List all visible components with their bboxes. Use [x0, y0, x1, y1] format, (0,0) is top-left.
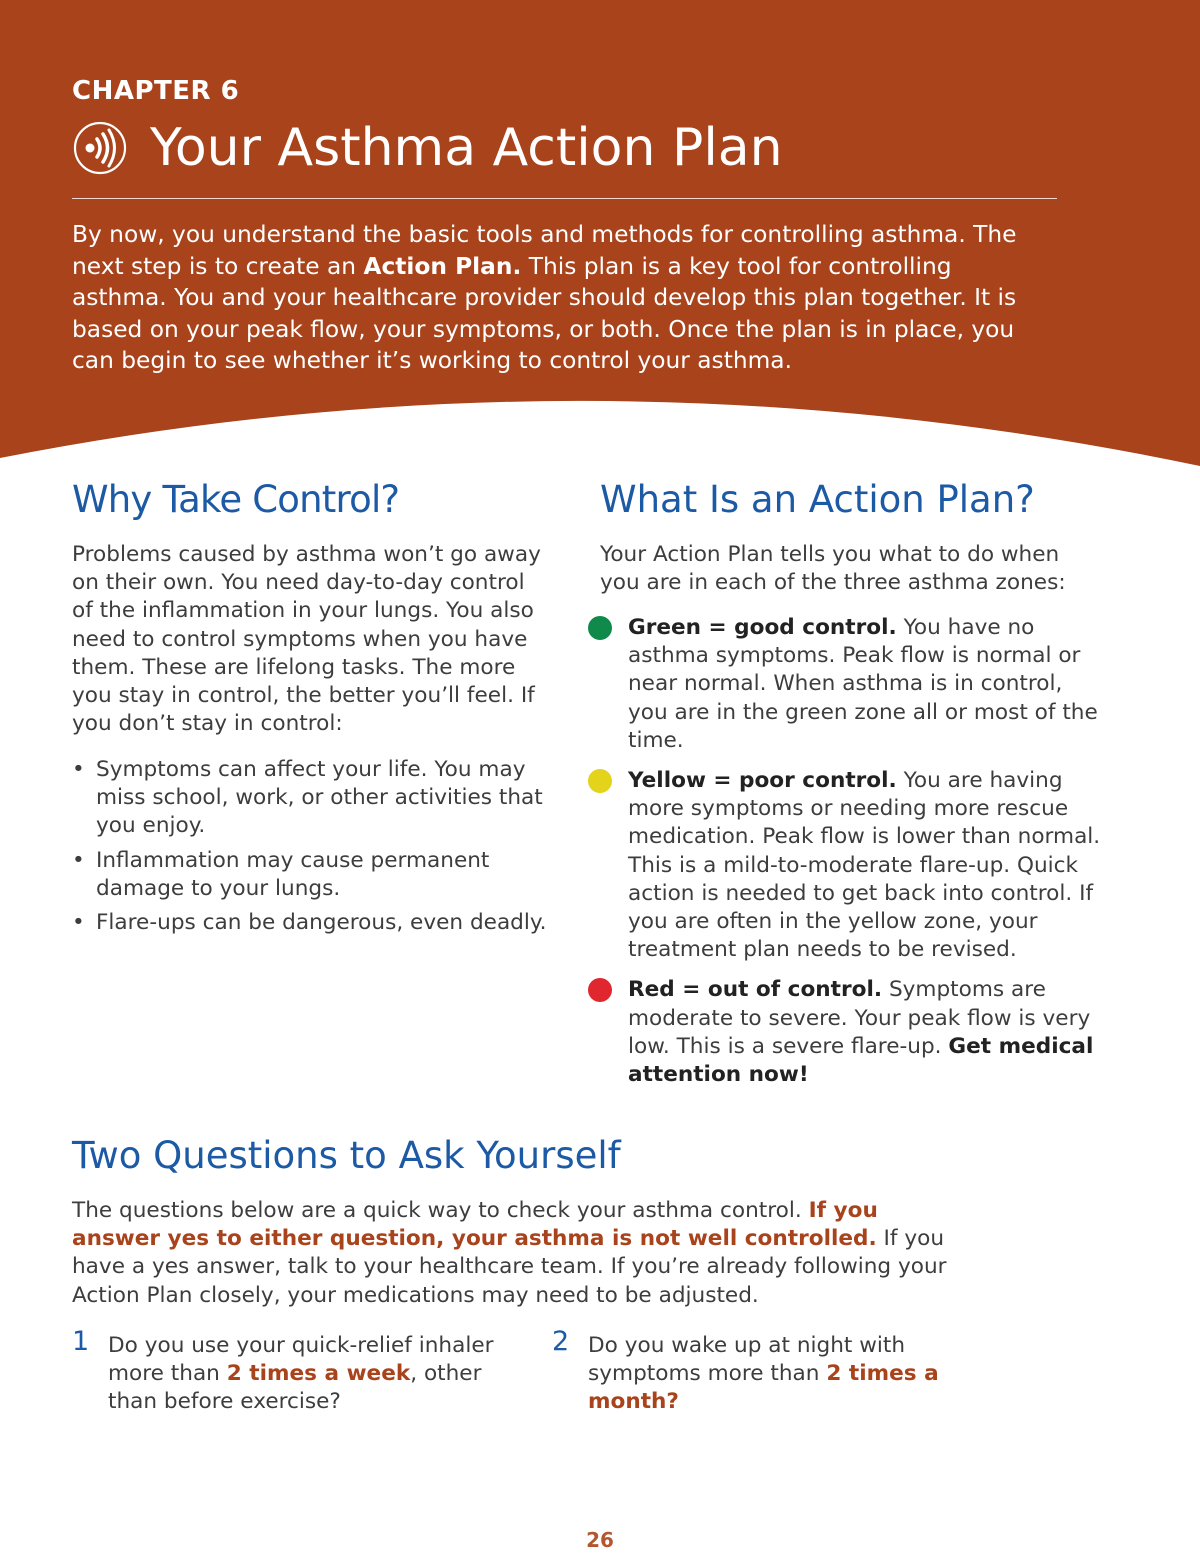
question-text-part: Do you wake up at night with symptoms more than [588, 1333, 906, 1387]
page-title: Your Asthma Action Plan [150, 118, 783, 178]
title-divider [72, 198, 1057, 199]
question-1 [72, 1326, 522, 1417]
zone-emphasis: Get medical attention now! [628, 1033, 1094, 1088]
red-dot-icon [588, 978, 612, 1002]
intro-text-2: This plan is a key tool for controlling asthma. You and your healthcare provider should develop this plan together. It is based on your peak flow, your symptoms, or both. Once the plan is in place, you can begin to see whether it’s working to control your asthma. [72, 252, 1017, 374]
list-item: • Inflammation may cause permanent damage to your lungs. [72, 847, 547, 903]
question-highlight: 2 times a month? [588, 1361, 939, 1415]
zone-label: Red = out of control. [628, 977, 883, 1003]
zone-label: Green = good control. [628, 615, 897, 640]
page-number: 26 [586, 1528, 614, 1552]
zone-green [588, 614, 1103, 755]
what-is-action-plan-heading: What Is an Action Plan? [600, 478, 1035, 521]
zone-text: You have no asthma symptoms. Peak flow is normal or near normal. When asthma is in control, you are in the green zone all or most of the time. [628, 615, 1098, 753]
zone-label: Yellow = poor control. [628, 768, 897, 794]
zone-text: Symptoms are moderate to severe. Your peak flow is very low. This is a severe flare-up. [628, 977, 1091, 1059]
zone-yellow [588, 767, 1103, 964]
why-take-control-heading: Why Take Control? [72, 478, 400, 521]
zone-list [588, 614, 1103, 1101]
zone-red [588, 976, 1103, 1089]
questions-highlight: If you answer yes to either question, your asthma is not well controlled. [72, 1198, 878, 1252]
two-questions-heading: Two Questions to Ask Yourself [72, 1134, 621, 1177]
zone-text: You are having more symptoms or needing more rescue medication. Peak flow is lower than normal. This is a mild-to-moderate flare-up. Quick action is needed to get back into control. If you are often in the yellow zone, your treatment plan needs to be revised. [628, 768, 1101, 963]
chapter-label: CHAPTER 6 [72, 76, 240, 106]
question-number: 2 [552, 1326, 570, 1357]
yellow-dot-icon [588, 769, 612, 793]
green-dot-icon [588, 616, 612, 640]
list-item: • Flare-ups can be dangerous, even deadly. [72, 909, 547, 937]
intro-paragraph [72, 219, 1047, 377]
question-highlight: 2 times a week [226, 1361, 411, 1387]
question-2 [552, 1326, 1022, 1417]
asthma-action-plan-icon [72, 120, 128, 176]
question-text [72, 1332, 522, 1417]
questions-text-1: The questions below are a quick way to check your asthma control. [72, 1198, 809, 1223]
question-text [552, 1332, 1022, 1417]
questions-paragraph [72, 1197, 972, 1310]
title-row [72, 112, 783, 184]
list-item: • Symptoms can affect your life. You may miss school, work, or other activities that you enjoy. [72, 756, 547, 841]
what-paragraph: Your Action Plan tells you what to do when you are in each of the three asthma zones: [600, 542, 1066, 596]
question-number: 1 [72, 1326, 90, 1357]
intro-text-1: By now, you understand the basic tools and methods for controlling asthma. The next step is to create an [72, 221, 1017, 280]
question-text-part: Do you use your quick-relief inhaler more than [108, 1333, 494, 1387]
intro-bold-action-plan: Action Plan. [363, 252, 522, 280]
why-paragraph: Problems caused by asthma won’t go away on their own. You need day-to-day control of the inflammation in your lungs. You also need to control symptoms when you have them. These are lifelong tasks. The more you stay in control, the better you’ll feel. If you don’t stay in control: [72, 542, 541, 737]
question-text-part: , other than before exercise? [108, 1361, 482, 1415]
questions-text-2: If you have a yes answer, talk to your healthcare team. If you’re already following your Action Plan closely, your medications may need to be adjusted. [72, 1226, 947, 1308]
why-bullet-list [72, 756, 547, 943]
